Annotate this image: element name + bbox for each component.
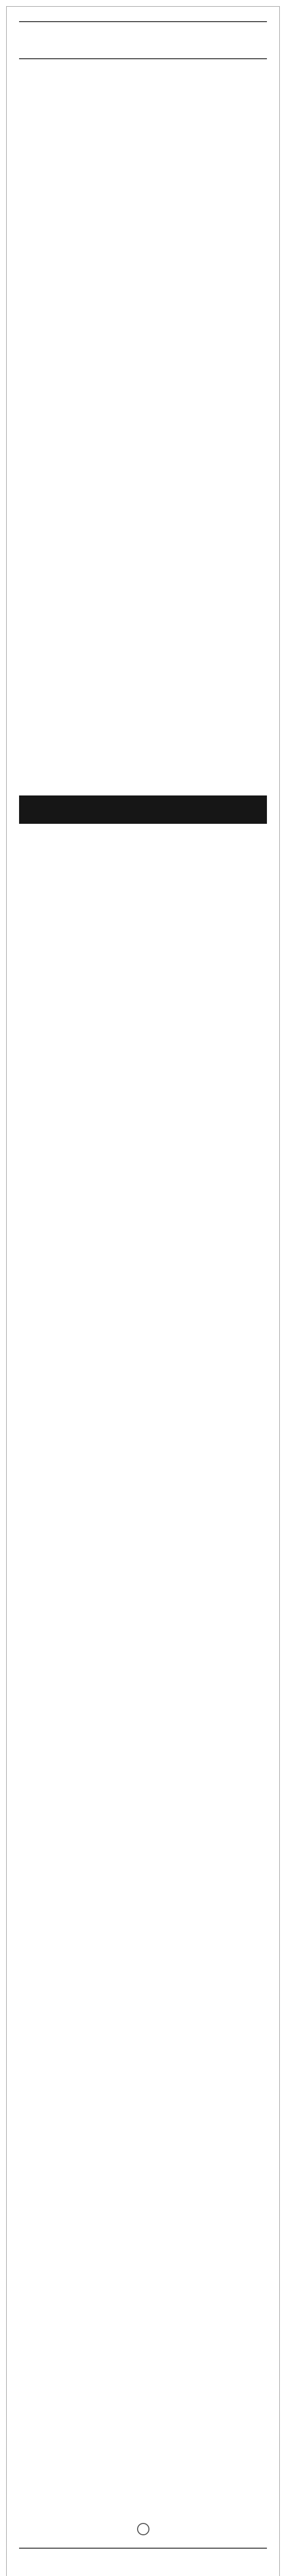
ornament-icon	[137, 2523, 149, 2535]
paragraph	[19, 1010, 267, 1057]
paragraph	[19, 1373, 267, 1450]
paragraph	[19, 839, 267, 911]
paragraph	[19, 1948, 267, 2030]
document-page	[6, 6, 280, 2576]
paragraph	[19, 1761, 267, 1844]
paragraph	[19, 1251, 267, 1360]
paragraph	[19, 521, 267, 588]
paragraph	[19, 155, 267, 212]
paragraph	[19, 2246, 267, 2338]
pull-quote-band	[19, 795, 267, 824]
paragraph	[19, 601, 267, 686]
paragraph	[19, 2150, 267, 2232]
header-banner	[19, 21, 267, 59]
paragraph	[19, 70, 267, 142]
paragraph	[19, 925, 267, 997]
paragraph	[19, 269, 267, 347]
paragraph	[19, 2443, 267, 2510]
paragraph	[19, 360, 267, 422]
paragraph	[19, 225, 267, 256]
paragraph	[19, 700, 267, 782]
paragraph	[19, 2044, 267, 2137]
paragraph	[19, 1857, 267, 1935]
paragraph	[19, 1166, 267, 1238]
footer-banner	[19, 2548, 267, 2576]
paragraph	[19, 1565, 267, 1642]
paragraph	[19, 1655, 267, 1748]
paragraph	[19, 2352, 267, 2429]
paragraph	[19, 1070, 267, 1153]
paragraph	[19, 1464, 267, 1551]
paragraph	[19, 435, 267, 507]
